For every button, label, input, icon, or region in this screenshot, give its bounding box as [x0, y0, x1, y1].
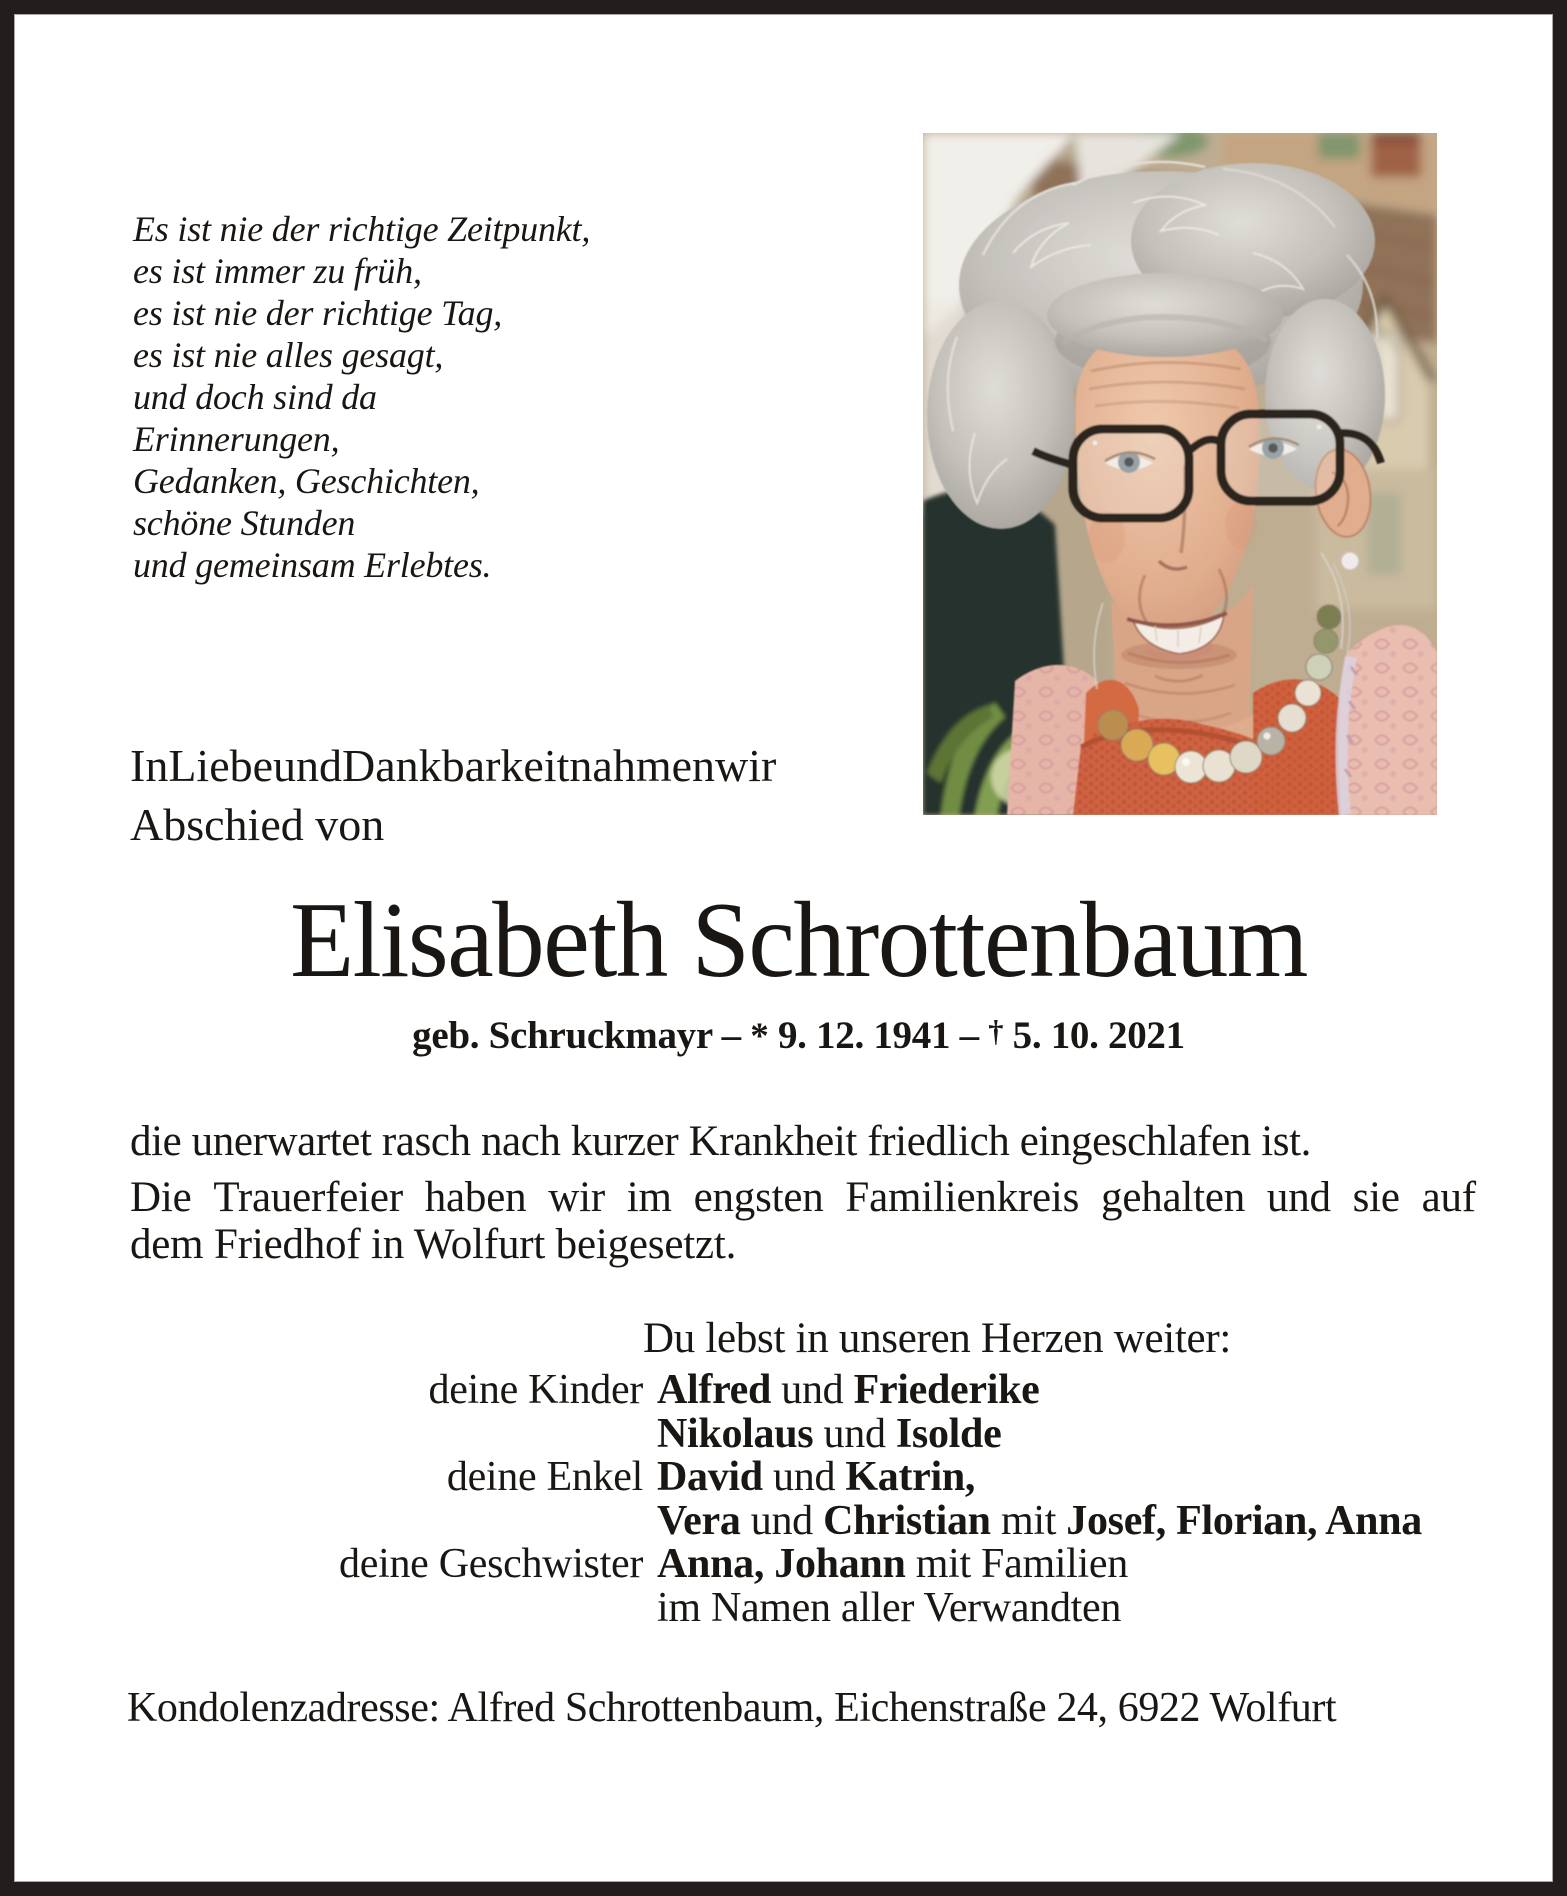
word: gehalten [1101, 1174, 1246, 1221]
word: wir [548, 1174, 605, 1221]
word: und [273, 740, 343, 791]
farewell-row [130, 1497, 1500, 1544]
poem-line: es ist immer zu früh, [133, 251, 422, 291]
intro-line1 [130, 736, 777, 795]
portrait-photo [923, 133, 1437, 815]
word: im [626, 1174, 672, 1221]
poem-line: es ist nie alles gesagt, [133, 335, 444, 375]
farewell-label: deine Geschwister [339, 1541, 643, 1588]
farewell-label: deine Kinder [428, 1367, 643, 1413]
farewell-names: Anna, Johann mit Familien [657, 1541, 1128, 1588]
farewell-list [130, 1366, 1500, 1631]
intro-text [130, 736, 777, 854]
intro-line2: Abschied von [130, 799, 385, 850]
paragraph-funeral-line2: dem Friedhof in Wolfurt beigesetzt. [130, 1221, 737, 1268]
word: engsten [693, 1174, 824, 1221]
word: wir [715, 740, 777, 791]
poem-line: und doch sind da [133, 377, 377, 417]
word: auf [1421, 1174, 1476, 1221]
farewell-row [130, 1410, 1500, 1457]
word: Dankbarkeit [342, 740, 570, 791]
farewell-names: im Namen aller Verwandten [657, 1584, 1122, 1631]
birth-name-and-dates: geb. Schruckmayr – * 9. 12. 1941 – † 5. 10. 2021 [412, 1014, 1185, 1057]
word: Die [130, 1174, 192, 1221]
poem-line: schöne Stunden [133, 503, 356, 543]
word: In [130, 740, 169, 791]
poem [133, 208, 590, 586]
poem-line: Gedanken, Geschichten, [133, 461, 480, 501]
farewell-heading: Du lebst in unseren Herzen weiter: [643, 1315, 1232, 1362]
poem-line: es ist nie der richtige Tag, [133, 293, 503, 333]
farewell-row [130, 1540, 1500, 1588]
word: Familienkreis [845, 1174, 1080, 1221]
word: und [1266, 1174, 1331, 1221]
farewell-names: David und Katrin, [657, 1454, 976, 1501]
word: haben [424, 1174, 527, 1221]
farewell-label: deine Enkel [446, 1454, 643, 1501]
paragraph-funeral-line1 [130, 1174, 1476, 1221]
condolence-address: Kondolenzadresse: Alfred Schrottenbaum, Eichenstraße 24, 6922 Wolfurt [127, 1685, 1337, 1731]
poem-line: Erinnerungen, [133, 419, 340, 459]
portrait-photo-graphic [923, 133, 1437, 815]
deceased-name: Elisabeth Schrottenbaum [290, 881, 1307, 1000]
farewell-row [130, 1366, 1500, 1413]
word: sie [1352, 1174, 1400, 1221]
word: nahmen [569, 740, 716, 791]
poem-line: und gemeinsam Erlebtes. [133, 545, 492, 585]
paragraph-death: die unerwartet rasch nach kurzer Krankheit friedlich eingeschlafen ist. [130, 1118, 1312, 1165]
farewell-names: Nikolaus und Isolde [657, 1410, 1002, 1457]
farewell-row [130, 1584, 1500, 1631]
poem-line: Es ist nie der richtige Zeitpunkt, [133, 209, 591, 249]
paragraph-funeral [130, 1174, 1476, 1268]
farewell-names: Vera und Christian mit Josef, Florian, Anna [657, 1497, 1422, 1544]
word: Liebe [168, 740, 274, 791]
farewell-names: Alfred und Friederike [657, 1367, 1040, 1413]
farewell-row [130, 1453, 1500, 1501]
word: Trauerfeier [213, 1174, 403, 1221]
